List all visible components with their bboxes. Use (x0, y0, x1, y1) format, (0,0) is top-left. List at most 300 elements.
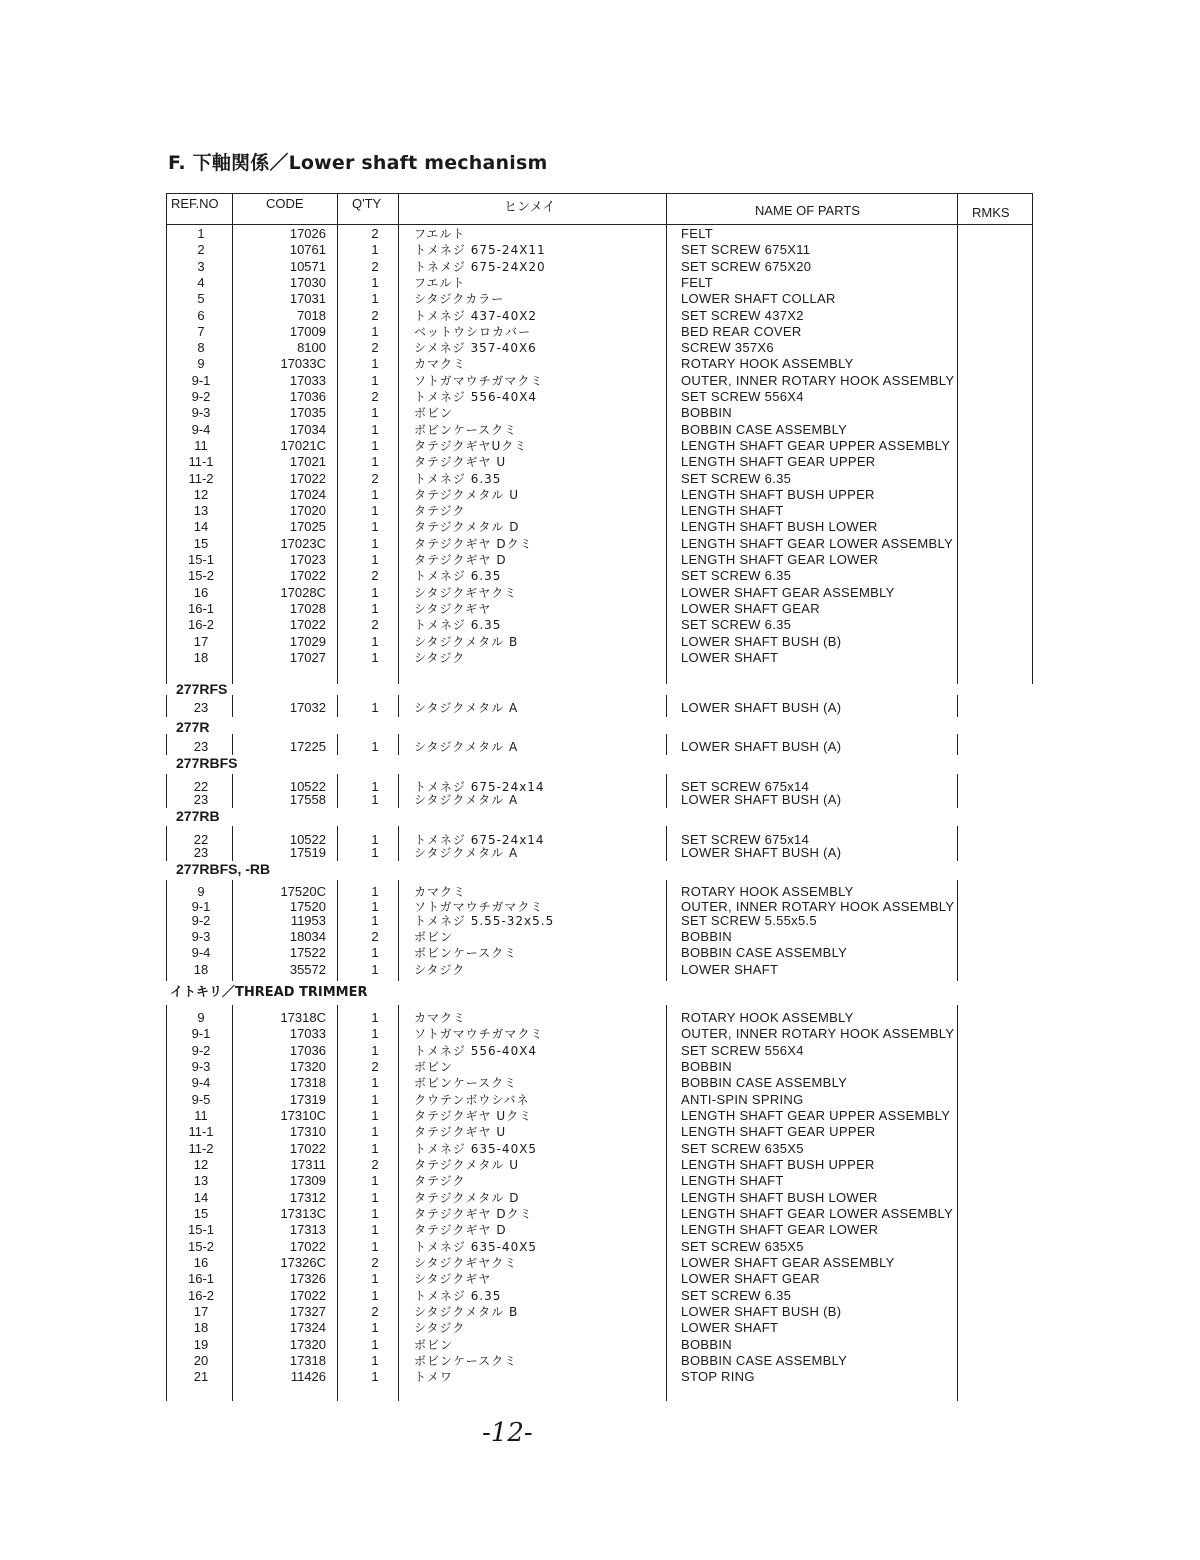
qty-cell: 2 (371, 389, 379, 404)
table-row (0, 1304, 1200, 1320)
hinmei-cell: トメネジ 6.35 (414, 1289, 502, 1303)
code-cell: 10522 (289, 832, 326, 847)
table-row (0, 962, 1200, 978)
hinmei-cell: タテジクメタル U (414, 487, 519, 502)
code-cell: 17318 (289, 1075, 326, 1090)
ref-no-cell: 15 (193, 535, 209, 551)
qty-cell: 1 (371, 832, 379, 847)
table-row (0, 1108, 1200, 1124)
code-cell: 17022 (289, 1288, 326, 1303)
part-name-cell: SET SCREW 556X4 (681, 1043, 804, 1058)
qty-cell: 2 (371, 1255, 379, 1270)
hinmei-cell: タテジクギヤ D (414, 553, 507, 567)
code-cell: 17036 (289, 389, 326, 404)
code-cell: 17312 (289, 1190, 326, 1205)
ref-no-cell: 23 (193, 792, 209, 807)
ref-no-cell: 16-1 (187, 600, 215, 616)
section-label: 277RB (176, 808, 224, 824)
hinmei-cell: シタジクギヤ (414, 1272, 492, 1286)
qty-cell: 1 (371, 1075, 379, 1090)
part-name-cell: ROTARY HOOK ASSEMBLY (681, 884, 854, 899)
hinmei-cell: ボビンケースクミ (414, 1076, 518, 1090)
section-label: 277R (176, 719, 213, 735)
ref-no-cell: 11 (194, 437, 208, 453)
ref-no-cell: 16-2 (187, 617, 215, 633)
ref-no-cell: 9 (197, 356, 205, 372)
ref-no-cell: 16 (193, 584, 209, 600)
part-name-cell: LOWER SHAFT COLLAR (681, 291, 836, 307)
ref-no-cell: 23 (193, 700, 209, 715)
part-name-cell: LENGTH SHAFT BUSH LOWER (681, 519, 878, 535)
table-row (0, 1173, 1200, 1189)
part-name-cell: LOWER SHAFT BUSH (A) (681, 739, 842, 754)
hinmei-cell: タテジク (414, 1174, 466, 1188)
hinmei-cell: ボビンケースクミ (414, 422, 518, 437)
part-name-cell: LOWER SHAFT (681, 962, 779, 977)
table-row (0, 340, 1200, 356)
table-row (0, 1010, 1200, 1026)
qty-cell: 1 (371, 1239, 379, 1254)
qty-cell: 2 (371, 1059, 379, 1074)
part-name-cell: BOBBIN CASE ASSEMBLY (681, 1075, 848, 1090)
table-row (0, 585, 1200, 601)
table-row (0, 438, 1200, 454)
table-row (0, 405, 1200, 421)
ref-no-cell: 9 (197, 884, 205, 899)
code-cell: 17034 (289, 421, 326, 437)
part-name-cell: LOWER SHAFT GEAR ASSEMBLY (681, 584, 895, 600)
table-row (0, 945, 1200, 961)
header-ref: REF.NO (171, 196, 219, 211)
code-cell: 17029 (289, 633, 326, 649)
hinmei-cell: ボビン (414, 930, 454, 944)
table-row (0, 1092, 1200, 1108)
ref-no-cell: 9-3 (191, 929, 211, 944)
ref-no-cell: 18 (193, 1320, 209, 1335)
part-name-cell: LOWER SHAFT BUSH (A) (681, 792, 842, 807)
section-label: イトキリ／THREAD TRIMMER (170, 981, 372, 1000)
part-name-cell: STOP RING (681, 1369, 755, 1384)
hinmei-cell: シタジク (414, 963, 466, 977)
table-row (0, 1043, 1200, 1059)
part-name-cell: LENGTH SHAFT GEAR UPPER (681, 454, 876, 470)
table-row (0, 552, 1200, 568)
code-cell: 17022 (289, 568, 326, 584)
hinmei-cell: タテジクギヤ D (414, 1223, 507, 1237)
table-row (0, 1222, 1200, 1238)
qty-cell: 1 (371, 421, 379, 437)
qty-cell: 1 (371, 845, 379, 860)
part-name-cell: OUTER, INNER ROTARY HOOK ASSEMBLY (681, 899, 955, 914)
section-label: 277RBFS, -RB (176, 861, 274, 877)
table-top-border (166, 193, 1033, 194)
part-name-cell: SET SCREW 6.35 (681, 617, 792, 633)
ref-no-cell: 9-3 (191, 405, 211, 421)
qty-cell: 2 (371, 307, 379, 323)
ref-no-cell: 5 (197, 291, 205, 307)
table-row (0, 1157, 1200, 1173)
table-row (0, 487, 1200, 503)
code-cell: 17320 (289, 1059, 326, 1074)
header-code: CODE (266, 196, 304, 211)
part-name-cell: LENGTH SHAFT BUSH LOWER (681, 1190, 878, 1205)
table-row (0, 1075, 1200, 1091)
hinmei-cell: トメネジ 635-40X5 (414, 1142, 538, 1156)
hinmei-cell: トメワ (414, 1370, 453, 1384)
hinmei-cell: シタジクカラー (414, 292, 505, 307)
code-cell: 8100 (297, 340, 326, 356)
qty-cell: 1 (371, 552, 379, 567)
table-row (0, 1353, 1200, 1369)
code-cell: 17028 (289, 600, 326, 616)
hinmei-cell: トメネジ 556-40X4 (414, 1044, 538, 1058)
part-name-cell: LOWER SHAFT GEAR (681, 600, 820, 616)
table-row (0, 503, 1200, 519)
ref-no-cell: 15-2 (187, 568, 215, 584)
table-row (0, 1288, 1200, 1304)
hinmei-cell: シタジクギヤクミ (414, 585, 518, 600)
page-number: -12- (482, 1418, 533, 1448)
table-row (0, 519, 1200, 535)
part-name-cell: OUTER, INNER ROTARY HOOK ASSEMBLY (681, 372, 955, 388)
code-cell: 17026 (289, 226, 326, 241)
table-row (0, 242, 1200, 258)
table-row (0, 1320, 1200, 1336)
code-cell: 17030 (289, 274, 326, 290)
code-cell: 17324 (289, 1320, 326, 1335)
ref-no-cell: 22 (193, 832, 209, 847)
hinmei-cell: トメネジ 556-40X4 (414, 390, 538, 404)
table-row (0, 1059, 1200, 1075)
part-name-cell: BED REAR COVER (681, 323, 802, 339)
qty-cell: 2 (371, 258, 379, 274)
hinmei-cell: シタジクメタル A (414, 740, 519, 754)
part-name-cell: FELT (681, 226, 714, 241)
qty-cell: 1 (371, 1124, 379, 1139)
ref-no-cell: 13 (193, 1173, 209, 1188)
qty-cell: 1 (371, 1010, 379, 1025)
ref-no-cell: 9-4 (191, 1075, 211, 1090)
qty-cell: 1 (371, 945, 379, 960)
ref-no-cell: 9-1 (191, 1026, 211, 1041)
part-name-cell: LOWER SHAFT GEAR (681, 1271, 820, 1286)
table-row (0, 1190, 1200, 1206)
hinmei-cell: ベットウシロカバー (414, 324, 532, 339)
qty-cell: 1 (371, 519, 379, 535)
ref-no-cell: 1 (197, 226, 205, 241)
qty-cell: 2 (371, 617, 379, 633)
part-name-cell: BOBBIN CASE ASSEMBLY (681, 1353, 848, 1368)
ref-no-cell: 9-5 (191, 1092, 211, 1107)
part-name-cell: SET SCREW 635X5 (681, 1239, 804, 1254)
hinmei-cell: ボビン (414, 1060, 454, 1074)
code-cell: 17027 (289, 649, 326, 665)
code-cell: 17022 (289, 1239, 326, 1254)
part-name-cell: LOWER SHAFT (681, 1320, 779, 1335)
part-name-cell: BOBBIN CASE ASSEMBLY (681, 945, 848, 960)
ref-no-cell: 15-2 (187, 1239, 215, 1254)
code-cell: 17313C (280, 1206, 326, 1221)
qty-cell: 2 (371, 1304, 379, 1319)
part-name-cell: LENGTH SHAFT (681, 1173, 784, 1188)
code-cell: 18034 (289, 929, 326, 944)
hinmei-cell: タテジクギヤUクミ (414, 438, 528, 453)
table-row (0, 700, 1200, 716)
table-row (0, 650, 1200, 666)
part-name-cell: SET SCREW 6.35 (681, 470, 792, 486)
hinmei-cell: カマクミ (414, 885, 467, 899)
code-cell: 17025 (289, 519, 326, 535)
ref-no-cell: 9-4 (191, 421, 211, 437)
qty-cell: 1 (371, 454, 379, 470)
table-row (0, 471, 1200, 487)
table-row (0, 1124, 1200, 1140)
qty-cell: 1 (371, 356, 379, 372)
code-cell: 10761 (289, 242, 326, 258)
ref-no-cell: 16-1 (187, 1271, 215, 1286)
hinmei-cell: シタジクメタル A (414, 701, 519, 715)
code-cell: 17311 (290, 1157, 326, 1172)
ref-no-cell: 11 (194, 1108, 208, 1123)
hinmei-cell: トメネジ 635-40X5 (414, 1240, 538, 1254)
hinmei-cell: タテジクギヤ U (414, 1125, 507, 1139)
hinmei-cell: ソトガマウチガマクミ (414, 373, 544, 388)
header-qty: Q'TY (352, 196, 382, 211)
code-cell: 11426 (290, 1369, 326, 1384)
hinmei-cell: ボビン (414, 406, 454, 421)
ref-no-cell: 11-2 (188, 1141, 214, 1156)
code-cell: 17022 (289, 617, 326, 633)
ref-no-cell: 13 (193, 503, 209, 519)
qty-cell: 2 (371, 226, 379, 241)
hinmei-cell: ボビンケースクミ (414, 946, 518, 960)
hinmei-cell: タテジク (414, 504, 466, 519)
header-bottom-border (166, 224, 1033, 225)
section-gap (166, 684, 1036, 695)
table-row (0, 929, 1200, 945)
hinmei-cell: タテジクギヤ Dクミ (414, 1207, 533, 1221)
hinmei-cell: ソトガマウチガマクミ (414, 900, 544, 914)
section-gap (166, 808, 1036, 826)
ref-no-cell: 9 (197, 1010, 205, 1025)
hinmei-cell: タテジクギヤ Dクミ (414, 536, 533, 551)
code-cell: 17033 (289, 1026, 326, 1041)
table-row (0, 1271, 1200, 1287)
part-name-cell: ROTARY HOOK ASSEMBLY (681, 1010, 854, 1025)
table-row (0, 845, 1200, 861)
table-row (0, 617, 1200, 633)
qty-cell: 1 (371, 1190, 379, 1205)
hinmei-cell: クウテンボウシバネ (414, 1093, 530, 1107)
qty-cell: 1 (371, 1222, 379, 1237)
qty-cell: 1 (371, 884, 379, 899)
code-cell: 17326 (289, 1271, 326, 1286)
part-name-cell: BOBBIN (681, 929, 732, 944)
table-row (0, 226, 1200, 242)
code-cell: 17023 (289, 552, 326, 567)
table-row (0, 291, 1200, 307)
qty-cell: 1 (371, 437, 379, 453)
ref-no-cell: 18 (193, 649, 209, 665)
ref-no-cell: 9-4 (191, 945, 211, 960)
qty-cell: 1 (371, 899, 379, 914)
qty-cell: 1 (371, 700, 379, 715)
hinmei-cell: トメネジ 6.35 (414, 618, 502, 633)
part-name-cell: SET SCREW 6.35 (681, 568, 792, 584)
hinmei-cell: トネメジ 675-24X20 (414, 259, 546, 274)
part-name-cell: LOWER SHAFT BUSH (B) (681, 633, 842, 649)
ref-no-cell: 15-1 (187, 1222, 215, 1237)
qty-cell: 2 (371, 929, 379, 944)
ref-no-cell: 9-1 (191, 372, 211, 388)
code-cell: 17033 (289, 372, 326, 388)
ref-no-cell: 9-1 (191, 899, 211, 914)
part-name-cell: BOBBIN CASE ASSEMBLY (681, 421, 848, 437)
qty-cell: 1 (371, 486, 379, 502)
ref-no-cell: 9-2 (191, 913, 211, 928)
table-row (0, 373, 1200, 389)
table-row (0, 324, 1200, 340)
code-cell: 17035 (289, 405, 326, 421)
part-name-cell: SET SCREW 675X20 (681, 258, 812, 274)
part-name-cell: LOWER SHAFT BUSH (B) (681, 1304, 842, 1319)
code-cell: 17520 (289, 899, 326, 914)
part-name-cell: SCREW 357X6 (681, 340, 774, 356)
table-row (0, 913, 1200, 929)
part-name-cell: LENGTH SHAFT GEAR UPPER ASSEMBLY (681, 1108, 951, 1123)
code-cell: 17310 (289, 1124, 326, 1139)
code-cell: 17320 (289, 1337, 326, 1352)
qty-cell: 1 (371, 535, 379, 551)
hinmei-cell: シタジク (414, 1321, 466, 1335)
part-name-cell: LENGTH SHAFT GEAR UPPER (681, 1124, 876, 1139)
hinmei-cell: トメネジ 675-24x14 (414, 833, 545, 847)
header-name: NAME OF PARTS (755, 203, 860, 218)
part-name-cell: LENGTH SHAFT BUSH UPPER (681, 486, 875, 502)
table-row (0, 275, 1200, 291)
ref-no-cell: 11-1 (188, 1124, 214, 1139)
code-cell: 17520C (280, 884, 326, 899)
code-cell: 10522 (289, 779, 326, 794)
qty-cell: 1 (371, 1026, 379, 1041)
qty-cell: 1 (371, 913, 379, 928)
qty-cell: 1 (371, 739, 379, 754)
section-gap (166, 717, 1036, 734)
code-cell: 17022 (289, 1141, 326, 1156)
code-cell: 17036 (289, 1043, 326, 1058)
section-label: 277RBFS (176, 755, 241, 771)
section-label: 277RFS (176, 681, 231, 697)
code-cell: 35572 (289, 962, 326, 977)
hinmei-cell: シタジクギヤクミ (414, 1256, 518, 1270)
table-row (0, 308, 1200, 324)
ref-no-cell: 23 (193, 845, 209, 860)
table-row (0, 568, 1200, 584)
table-row (0, 1239, 1200, 1255)
ref-no-cell: 19 (193, 1337, 209, 1352)
header-kana: ヒンメイ (504, 200, 556, 215)
ref-no-cell: 14 (193, 519, 209, 535)
ref-no-cell: 9-2 (191, 389, 211, 404)
part-name-cell: BOBBIN (681, 1059, 732, 1074)
qty-cell: 1 (371, 584, 379, 600)
hinmei-cell: タテジクギヤ U (414, 455, 507, 470)
code-cell: 17009 (289, 323, 326, 339)
code-cell: 17327 (289, 1304, 326, 1319)
code-cell: 17326C (280, 1255, 326, 1270)
part-name-cell: SET SCREW 675x14 (681, 779, 810, 794)
ref-no-cell: 9-3 (191, 1059, 211, 1074)
hinmei-cell: シタジクメタル A (414, 846, 519, 860)
hinmei-cell: シタジクメタル A (414, 793, 519, 807)
hinmei-cell: トメネジ 6.35 (414, 569, 502, 584)
table-row (0, 1206, 1200, 1222)
table-row (0, 884, 1200, 900)
table-row (0, 634, 1200, 650)
code-cell: 17021C (280, 437, 326, 453)
code-cell: 17225 (289, 739, 326, 754)
code-cell: 17310C (280, 1108, 326, 1123)
code-cell: 17020 (289, 503, 326, 519)
ref-no-cell: 15 (193, 1206, 209, 1221)
hinmei-cell: シタジクメタル B (414, 1305, 519, 1319)
table-row (0, 1369, 1200, 1385)
part-name-cell: LENGTH SHAFT (681, 503, 784, 519)
section-gap (166, 861, 1036, 880)
hinmei-cell: シタジクギヤ (414, 601, 492, 616)
hinmei-cell: トメネジ 675-24x14 (414, 780, 545, 794)
qty-cell: 1 (371, 274, 379, 290)
part-name-cell: LOWER SHAFT BUSH (A) (681, 845, 842, 860)
hinmei-cell: カマクミ (414, 1011, 467, 1025)
qty-cell: 1 (371, 792, 379, 807)
code-cell: 17318C (280, 1010, 326, 1025)
code-cell: 17022 (289, 470, 326, 486)
hinmei-cell: ボビンケースクミ (414, 1354, 518, 1368)
part-name-cell: BOBBIN (681, 1337, 732, 1352)
table-row (0, 1255, 1200, 1271)
part-name-cell: SET SCREW 635X5 (681, 1141, 804, 1156)
qty-cell: 1 (371, 779, 379, 794)
part-name-cell: LOWER SHAFT (681, 649, 779, 665)
part-name-cell: LOWER SHAFT GEAR ASSEMBLY (681, 1255, 895, 1270)
code-cell: 17319 (289, 1092, 326, 1107)
header-rmks: RMKS (972, 205, 1010, 220)
part-name-cell: LENGTH SHAFT GEAR LOWER ASSEMBLY (681, 535, 954, 551)
qty-cell: 1 (371, 962, 379, 977)
part-name-cell: LENGTH SHAFT GEAR LOWER ASSEMBLY (681, 1206, 954, 1221)
hinmei-cell: トメネジ 5.55-32x5.5 (414, 914, 555, 928)
ref-no-cell: 16-2 (187, 1288, 215, 1303)
ref-no-cell: 11-1 (188, 454, 214, 470)
hinmei-cell: トメネジ 437-40X2 (414, 308, 538, 323)
qty-cell: 1 (371, 1043, 379, 1058)
hinmei-cell: シタジクメタル B (414, 634, 519, 649)
hinmei-cell: トメネジ 675-24X11 (414, 243, 546, 258)
part-name-cell: FELT (681, 274, 714, 290)
table-row (0, 536, 1200, 552)
qty-cell: 1 (371, 1271, 379, 1286)
ref-no-cell: 14 (193, 1190, 209, 1205)
ref-no-cell: 21 (193, 1369, 209, 1384)
code-cell: 17021 (289, 454, 326, 470)
table-row (0, 454, 1200, 470)
ref-no-cell: 17 (193, 1304, 209, 1319)
code-cell: 17522 (289, 945, 326, 960)
ref-no-cell: 23 (193, 739, 209, 754)
part-name-cell: LENGTH SHAFT BUSH UPPER (681, 1157, 875, 1172)
table-row (0, 356, 1200, 372)
